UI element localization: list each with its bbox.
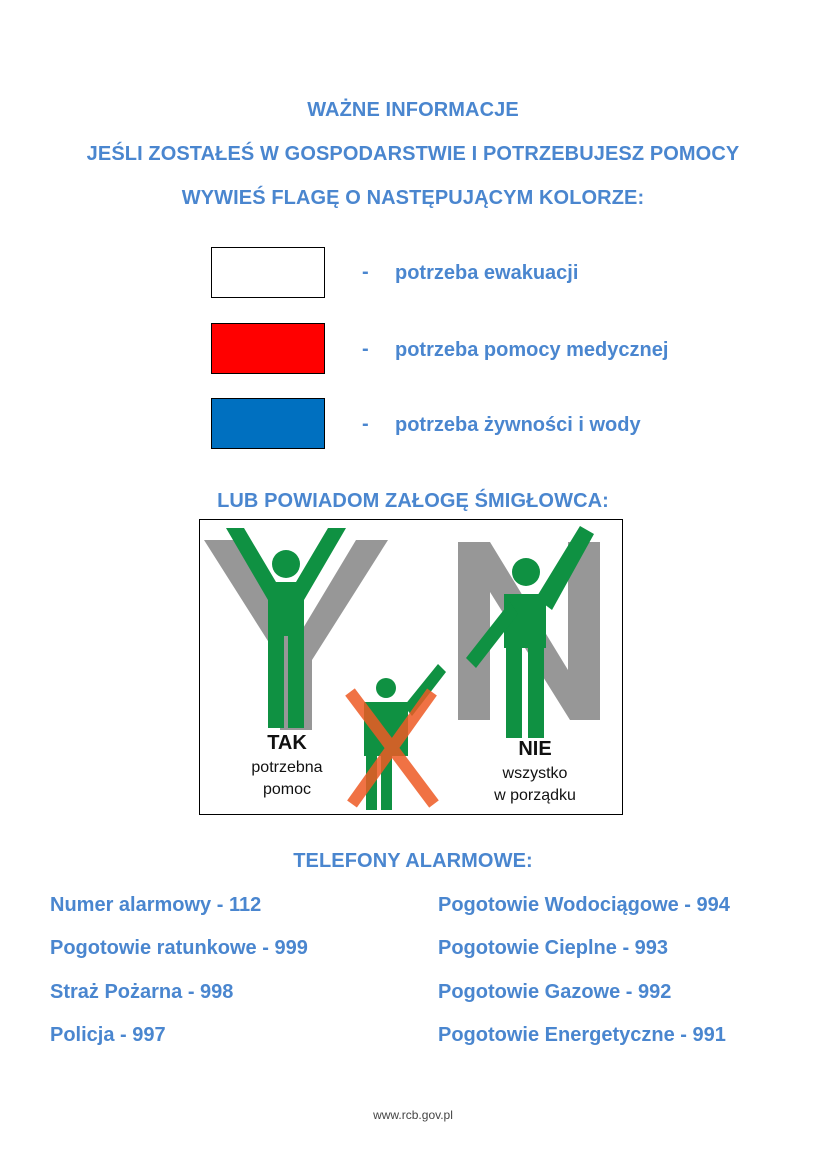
flag-dash: - [362,261,369,283]
signal-no-line2: w porządku [494,787,576,804]
helicopter-signals-illustration [199,519,623,815]
helicopter-heading: LUB POWIADOM ZAŁOGĘ ŚMIGŁOWCA: [217,490,609,512]
phone-item-emergency: Numer alarmowy - 112 [50,894,262,916]
flag-row-evacuation [0,247,826,299]
phone-item-fire-brigade: Straż Pożarna - 998 [50,981,234,1003]
footer-website: www.rcb.gov.pl [373,1108,453,1122]
phone-item-gas: Pogotowie Gazowe - 992 [438,981,672,1003]
white-flag-swatch [211,247,325,298]
phone-item-police: Policja - 997 [50,1024,166,1046]
phone-item-heating: Pogotowie Cieplne - 993 [438,937,669,959]
flag-meaning-medical: potrzeba pomocy medycznej [395,339,669,361]
red-flag-swatch [211,323,325,374]
signal-yes-line1: potrzebna [251,759,323,776]
subtitle-hang-flag: WYWIEŚ FLAGĘ O NASTĘPUJĄCYM KOLORZE: [181,187,645,209]
phone-item-ambulance: Pogotowie ratunkowe - 999 [50,937,308,959]
flag-row-food-water [0,398,826,450]
signal-no-line1: wszystko [502,765,568,782]
phone-item-energy: Pogotowie Energetyczne - 991 [438,1024,726,1046]
phones-heading: TELEFONY ALARMOWE: [293,850,533,872]
flag-meaning-evacuation: potrzeba ewakuacji [395,262,579,284]
blue-flag-swatch [211,398,325,449]
phone-item-water: Pogotowie Wodociągowe - 994 [438,894,730,916]
flag-dash: - [362,413,369,435]
title-important-info: WAŻNE INFORMACJE [307,99,519,121]
flag-meaning-food-water: potrzeba żywności i wody [395,414,641,436]
flag-dash: - [362,338,369,360]
flag-row-medical [0,323,826,375]
subtitle-need-help: JEŚLI ZOSTAŁEŚ W GOSPODARSTWIE I POTRZEBUJESZ POMOCY [86,143,740,165]
signal-yes-line2: pomoc [262,781,312,798]
signal-yes-title: TAK [267,732,307,754]
signal-no-title: NIE [518,738,552,760]
